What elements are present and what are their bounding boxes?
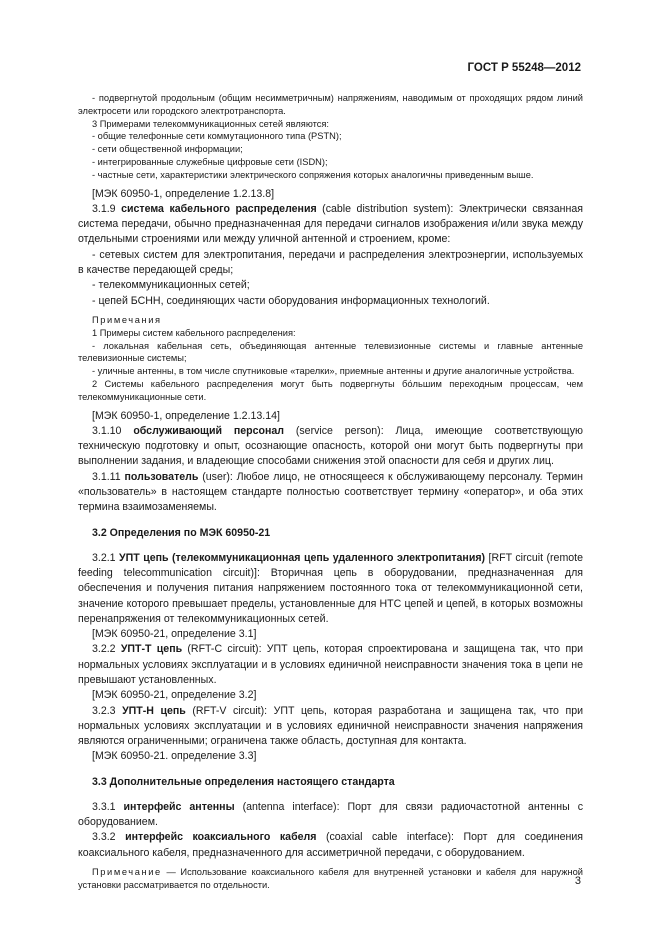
term-number: 3.2.1 <box>92 551 120 564</box>
definition-3-1-10 <box>78 424 583 470</box>
document-header: ГОСТ Р 55248—2012 <box>467 62 581 74</box>
note <box>78 866 583 892</box>
term-number: 3.2.3 <box>92 704 123 717</box>
definition-3-2-3 <box>78 704 583 750</box>
list-item: - сетевых систем для электропитания, передачи и распределения электроэнергии, используемых в качестве передающей среды; <box>78 248 583 277</box>
term: интерфейс коаксиального кабеля <box>125 831 317 844</box>
note: - локальная кабельная сеть, объединяющая антенные телевизионные системы и главные антенные телевизионные системы; <box>78 340 583 364</box>
definition-text: (RFT-C circuit): УПТ цепь, которая спроектирована и защищена так, что при нормальных условиях эксплуатации и в условиях единичной неисправности значения тока в цепи не превышают установленных. <box>78 643 584 686</box>
term-number: 3.3.1 <box>92 800 124 813</box>
definition-3-1-11 <box>78 470 583 516</box>
paragraph: - подвергнутой продольным (общим несимметричным) напряжениям, наводимым от проходящих рядом линий электросети или городского электротранспорта. <box>78 93 583 116</box>
definition-text: [RFT circuit (remote feeding telecommunication circuit)]: Вторичная цепь в оборудовании, предназначенная для обеспечения и получения питания напряжением постоянного тока от телекоммуникационной сети, значение которого превышает пределы, установленные для НТС цепей и цепей, в которых возможны перенапряжения от телекоммуникационных сетей. <box>78 551 583 625</box>
definition-3-3-1 <box>78 800 583 831</box>
section-heading-3-2: 3.2 Определения по МЭК 60950-21 <box>92 526 271 539</box>
note: - уличные антенны, в том числе спутниковые «тарелки», приемные антенны и другие аналогичные устройства. <box>92 366 575 377</box>
list-item: - общие телефонные сети коммутационного типа (PSTN); <box>92 131 342 142</box>
reference: [МЭК 60950-21. определение 3.3] <box>92 750 257 763</box>
term-number: 3.1.9 <box>92 202 122 215</box>
term-number: 3.3.2 <box>92 831 126 844</box>
definition-3-3-2 <box>78 830 583 861</box>
list-item: - телекоммуникационных сетей; <box>92 279 250 292</box>
term: система кабельного распределения <box>121 202 317 215</box>
reference: [МЭК 60950-1, определение 1.2.13.14] <box>92 409 280 422</box>
definition-text: (user): Любое лицо, не относящееся к обслуживающему персоналу. Термин «пользователь» в настоящем стандарте полностью соответствует термину «оператор», и оба этих термина взаимозаменяемы. <box>78 470 583 514</box>
definition-3-2-2 <box>78 642 583 688</box>
list-item: - частные сети, характеристики электрического сопряжения которых аналогичны приведенным выше. <box>92 169 534 180</box>
page-number: 3 <box>574 875 581 887</box>
definition-text: (RFT-V circuit): УПТ цепь, которая разработана и защищена так, что при нормальных условиях эксплуатации и в условиях единичной неисправности значения напряжения являются ограниченными; ограничена также область, доступная для контакта. <box>78 704 584 748</box>
paragraph: 3 Примерами телекоммуникационных сетей являются: <box>92 118 330 129</box>
section-heading-3-3: 3.3 Дополнительные определения настоящего стандарта <box>92 775 395 788</box>
reference: [МЭК 60950-1, определение 1.2.13.8] <box>92 187 275 200</box>
definition-text: (service person): Лица, имеющие соответствующую техническую подготовку и опыт, осознающие опасность, которой они могут быть подвергнуты при выполнении задания, и владеющие способами снижения этой опасности для себя и других лиц. <box>78 424 584 468</box>
term-number: 3.1.11 <box>92 470 125 483</box>
list-item: - сети общественной информации; <box>92 144 243 155</box>
definition-3-1-9 <box>78 202 583 248</box>
definition-text: (coaxial cable interface): Порт для соединения коаксиального кабеля, предназначенного для ассиметричной передачи, с оборудованием. <box>78 831 583 859</box>
reference: [МЭК 60950-21, определение 3.1] <box>92 628 257 641</box>
term: интерфейс антенны <box>123 800 235 813</box>
reference: [МЭК 60950-21, определение 3.2] <box>92 689 257 702</box>
definition-3-2-1 <box>78 551 583 627</box>
term-number: 3.1.10 <box>92 424 134 437</box>
list-item: - цепей БСНН, соединяющих части оборудования информационных технологий. <box>92 294 490 307</box>
note-label: Примечание <box>92 866 162 877</box>
definition-text: (antenna interface): Порт для связи радиочастотной антенны с оборудованием. <box>78 800 583 829</box>
term-number: 3.2.2 <box>92 643 121 656</box>
document-body <box>78 92 583 892</box>
note-text: — Использование коаксиального кабеля для внутренней установки и кабеля для наружной установки рассматривается по отдельности. <box>78 866 583 890</box>
note: 2 Системы кабельного распределения могут быть подвергнуты бо́льшим переходным процессам, чем телекоммуникационные сети. <box>78 378 583 402</box>
term: пользователь <box>124 470 199 483</box>
notes-label: Примечания <box>92 314 162 325</box>
definition-text: (cable distribution system): Электрически связанная система передачи, обычно предназначенная для передачи сигналов изображения и/или звука между отдельными строениями или между уличной антенной и строением, кроме: <box>78 202 583 246</box>
term: УПТ цепь (телекоммуникационная цепь удаленного электропитания) <box>119 551 486 564</box>
term: УПТ-Н цепь <box>122 704 186 717</box>
term: обслуживающий персонал <box>133 424 284 437</box>
note: 1 Примеры систем кабельного распределения: <box>92 327 296 338</box>
term: УПТ-Т цепь <box>120 643 183 656</box>
list-item: - интегрированные служебные цифровые сети (ISDN); <box>92 156 328 167</box>
